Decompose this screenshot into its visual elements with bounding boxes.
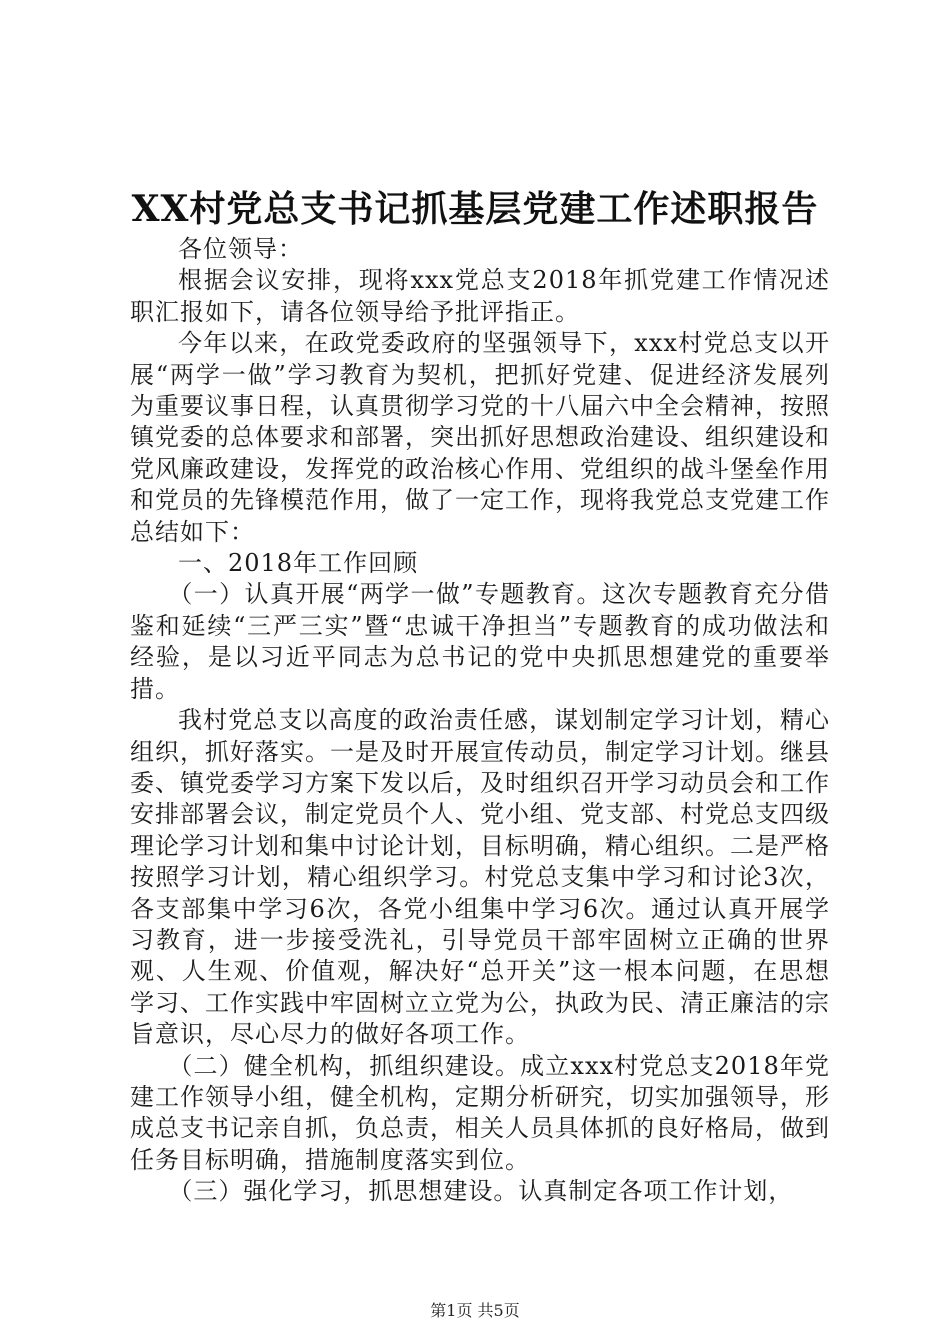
- paragraph-overview: 今年以来，在政党委政府的坚强领导下，xxx村党总支以开展“两学一做”学习教育为契机，把抓好党建、促进经济发展列为重要议事日程，认真贯彻学习党的十八届六中全会精神，按照镇党委的总体要求和部署，突出抓好思想政治建设、组织建设和党风廉政建设，发挥党的政治核心作用、党组织的战斗堡垒作用和党员的先锋模范作用，做了一定工作，现将我党总支党建工作总结如下：: [130, 329, 830, 546]
- paragraph-item-1-detail: 我村党总支以高度的政治责任感，谋划制定学习计划，精心组织，抓好落实。一是及时开展宣传动员，制定学习计划。继县委、镇党委学习方案下发以后，及时组织召开学习动员会和工作安排部署会议，制定党员个人、党小组、党支部、村党总支四级理论学习计划和集中讨论计划，目标明确，精心组织。二是严格按照学习计划，精心组织学习。村党总支集中学习和讨论3次，各支部集中学习6次，各党小组集中学习6次。通过认真开展学习教育，进一步接受洗礼，引导党员干部牢固树立正确的世界观、人生观、价值观，解决好“总开关”这一根本问题，在思想学习、工作实践中牢固树立立党为公，执政为民、清正廉洁的宗旨意识，尽心尽力的做好各项工作。: [130, 706, 830, 1049]
- document-title: XX村党总支书记抓基层党建工作述职报告: [131, 188, 819, 230]
- paragraph-item-3: （三）强化学习，抓思想建设。认真制定各项工作计划，: [168, 1177, 794, 1206]
- salutation: 各位领导：: [178, 235, 303, 263]
- page-footer: 第1页 共5页: [430, 1301, 520, 1320]
- document-body: [130, 234, 830, 1208]
- paragraph-intro: 根据会议安排，现将xxx党总支2018年抓党建工作情况述职汇报如下，请各位领导给予批评指正。: [130, 266, 830, 326]
- paragraph-item-1: （一）认真开展“两学一做”专题教育。这次专题教育充分借鉴和延续“三严三实”暨“忠诚干净担当”专题教育的成功做法和经验，是以习近平同志为总书记的党中央抓思想建党的重要举措。: [130, 580, 830, 703]
- paragraph-item-2: （二）健全机构，抓组织建设。成立xxx村党总支2018年党建工作领导小组，健全机构，定期分析研究，切实加强领导，形成总支书记亲自抓，负总责，相关人员具体抓的良好格局，做到任务目标明确，措施制度落实到位。: [130, 1051, 830, 1174]
- section-heading-review: 一、2018年工作回顾: [178, 549, 419, 578]
